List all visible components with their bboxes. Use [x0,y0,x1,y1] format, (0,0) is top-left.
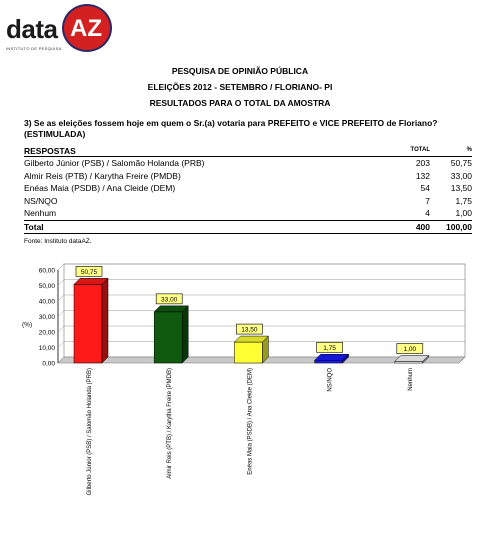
survey-question: 3) Se as eleições fossem hoje em quem o Sr.(a) votaria para PREFEITO e VICE PREFEITO de Floriano? (ESTIMULADA) [24,118,438,139]
table-row [24,207,472,220]
table-row [24,195,472,208]
table-header [24,145,472,157]
brand-logo [6,4,126,54]
total-count: 400 [415,221,430,232]
results-bar-chart [0,258,480,541]
y-tick-label: 40,00 [38,298,55,306]
data-label: 1,00 [403,345,417,353]
bar [74,284,102,363]
row-label: Almir Reis (PTB) / Karytha Freire (PMDB) [24,170,181,181]
y-tick-label: 50,00 [38,283,55,290]
data-label: 33,00 [161,296,178,304]
row-label: Nenhum [24,208,57,218]
header-respostas: RESPOSTAS [24,146,76,156]
y-tick-label: 20,00 [38,329,55,337]
y-tick-label: 30,00 [38,314,55,321]
x-tick-label: Enéas Maia (PSDB) / Ana Cleide (DEM) [247,368,254,475]
bar [234,342,262,363]
row-total: 203 [415,158,430,168]
bar-side [102,278,108,363]
row-label: Gilberto Júnior (PSB) / Salomão Holanda (PRB) [24,158,205,168]
brand-highlight: AZ [70,15,102,42]
row-total: 7 [425,195,430,206]
row-total: 132 [415,170,430,181]
row-pct: 33,00 [450,170,472,181]
data-label: 50,75 [80,268,98,276]
y-tick-label: 10,00 [38,345,55,352]
row-pct: 1,75 [455,195,472,206]
row-total: 4 [425,208,430,218]
report-subtitle: ELEIÇÕES 2012 - SETEMBRO / FLORIANO- PI [147,82,333,92]
brand-name: data [6,14,58,44]
x-tick-label: NS/NQO [327,368,334,392]
row-total: 54 [420,183,430,193]
data-label: 1,75 [323,344,336,352]
total-pct: 100,00 [446,221,472,232]
row-label: Enéas Maia (PSDB) / Ana Cleide (DEM) [24,183,176,193]
table-row [24,182,472,195]
x-tick-label: Nenhum [407,368,414,391]
row-pct: 1,00 [455,208,472,218]
header-pct: % [466,147,472,153]
table-total-row [24,220,472,234]
report-title: PESQUISA DE OPINIÃO PÚBLICA [171,66,309,76]
table-row [24,157,472,170]
y-tick-label: 0,00 [42,360,55,368]
row-pct: 13,50 [450,183,472,193]
bar [154,312,182,363]
y-tick-label: 60,00 [38,267,55,275]
data-label: 13,50 [241,326,258,334]
report-subtitle-2: RESULTADOS PARA O TOTAL DA AMOSTRA [149,98,331,108]
bar [315,360,343,363]
x-tick-label: Gilberto Júnior (PSB) / Salomão Holanda (PRB) [87,368,93,496]
table-row [24,170,472,183]
results-table [24,145,472,234]
y-axis-label: (%) [22,321,33,329]
brand-tagline: INSTITUTO DE PESQUISA [6,46,62,51]
row-label: NS/NQO [24,195,58,206]
bar-side [182,306,188,363]
source-note: Fonte: Instituto dataAZ. [24,238,92,245]
row-pct: 50,75 [450,158,472,168]
x-tick-label: Almir Reis (PTB) / Karytha Freire (PMDB) [167,368,174,479]
header-total: TOTAL [410,147,430,153]
total-label: Total [24,221,44,232]
